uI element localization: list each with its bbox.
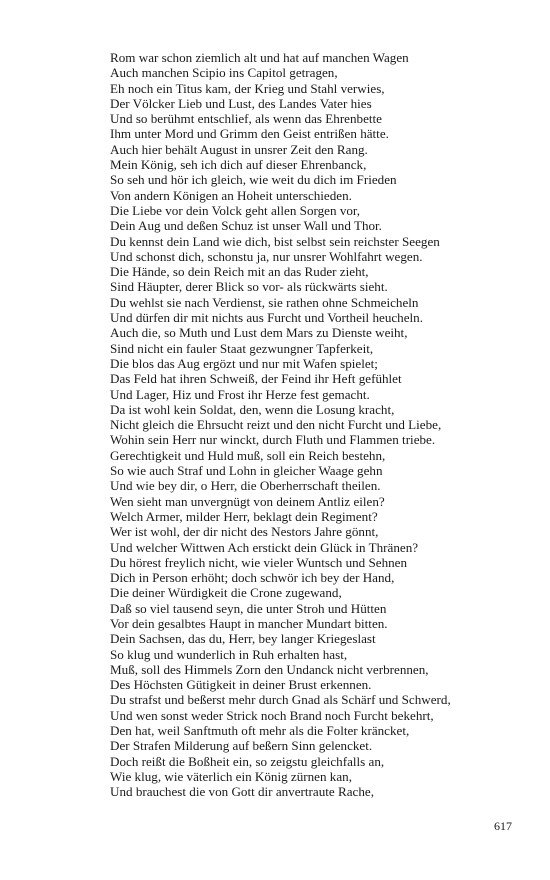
poem-line: Und dürfen dir mit nichts aus Furcht und Vortheil heucheln.: [110, 310, 423, 326]
poem-line: Du kennst dein Land wie dich, bist selbst sein reichster Seegen: [110, 233, 440, 249]
poem-line: Wohin sein Herr nur winckt, durch Fluth und Flammen triebe.: [110, 432, 436, 448]
poem-line: Wie klug, wie väterlich ein König zürnen kan,: [110, 768, 352, 784]
poem-line: Und Lager, Hiz und Frost ihr Herze fest gemacht.: [110, 386, 370, 402]
poem-line: Und brauchest die von Gott dir anvertraute Rache,: [110, 784, 374, 800]
poem-line: Und wen sonst weder Strick noch Brand noch Furcht bekehrt,: [110, 707, 434, 723]
poem-line: Doch reißt die Boßheit ein, so zeigstu gleichfalls an,: [110, 753, 385, 769]
poem-line: Von andern Königen an Hoheit unterschieden.: [110, 187, 352, 203]
poem-line: Und schonst dich, schonstu ja, nur unsrer Wohlfahrt wegen.: [110, 248, 423, 264]
poem-line: Dich in Person erhöht; doch schwör ich bey der Hand,: [110, 570, 395, 586]
poem-line: Auch manchen Scipio ins Capitol getragen,: [110, 65, 338, 81]
poem-line: Wen sieht man unvergnügt von deinem Antliz eilen?: [110, 493, 385, 509]
page-number: 617: [494, 819, 512, 833]
poem-line: So klug und wunderlich in Ruh erhalten hast,: [110, 646, 348, 662]
poem-line: Da ist wohl kein Soldat, den, wenn die Losung kracht,: [110, 401, 395, 417]
poem-text: [110, 50, 451, 800]
poem-line: Du strafst und beßerst mehr durch Gnad als Schärf und Schwerd,: [110, 692, 451, 708]
poem-line: Wer ist wohl, der dir nicht des Nestors Jahre gönnt,: [110, 524, 379, 540]
poem-line: Und welcher Wittwen Ach erstickt dein Glück in Thränen?: [110, 539, 419, 555]
poem-line: Und wie bey dir, o Herr, die Oberherrschaft theilen.: [110, 478, 381, 494]
poem-line: Die blos das Aug ergözt und nur mit Wafen spielet;: [110, 355, 378, 371]
poem-line: Die Liebe vor dein Volck geht allen Sorgen vor,: [110, 202, 361, 218]
poem-line: Sind Häupter, derer Blick so vor- als rückwärts sieht.: [110, 279, 388, 295]
poem-line: Du hörest freylich nicht, wie vieler Wuntsch und Sehnen: [110, 554, 408, 570]
poem-line: Nicht gleich die Ehrsucht reizt und den nicht Furcht und Liebe,: [110, 417, 442, 433]
poem-line: Eh noch ein Titus kam, der Krieg und Stahl verwies,: [110, 80, 385, 96]
poem-line: Das Feld hat ihren Schweiß, der Feind ihr Heft gefühlet: [110, 371, 402, 387]
poem-line: So wie auch Straf und Lohn in gleicher Waage gehn: [110, 463, 383, 479]
poem-line: Daß so viel tausend seyn, die unter Stroh und Hütten: [110, 600, 387, 616]
poem-line: Auch die, so Muth und Lust dem Mars zu Dienste weiht,: [110, 325, 408, 341]
poem-line: Der Strafen Milderung auf beßern Sinn gelencket.: [110, 738, 373, 754]
poem-line: Rom war schon ziemlich alt und hat auf manchen Wagen: [110, 50, 409, 65]
poem-line: Ihm unter Mord und Grimm den Geist entrißen hätte.: [110, 126, 389, 142]
poem-line: Welch Armer, milder Herr, beklagt dein Regiment?: [110, 508, 378, 524]
poem-line: Und so berühmt entschlief, als wenn das Ehrenbette: [110, 111, 382, 127]
poem-line: Des Höchsten Gütigkeit in deiner Brust erkennen.: [110, 677, 372, 693]
poem-line: Die Hände, so dein Reich mit an das Ruder zieht,: [110, 264, 369, 280]
poem-line: Dein Aug und deßen Schuz ist unser Wall und Thor.: [110, 218, 382, 234]
poem-line: Gerechtigkeit und Huld muß, soll ein Reich bestehn,: [110, 447, 386, 463]
poem-line: Den hat, weil Sanftmuth oft mehr als die Folter kräncket,: [110, 723, 410, 739]
poem-line: Muß, soll des Himmels Zorn den Undanck nicht verbrennen,: [110, 661, 429, 677]
poem-line: Die deiner Würdigkeit die Crone zugewand,: [110, 585, 342, 601]
poem-line: Der Völcker Lieb und Lust, des Landes Vater hies: [110, 95, 372, 111]
poem-line: Vor dein gesalbtes Haupt in mancher Mundart bitten.: [110, 615, 388, 631]
poem-line: Du wehlst sie nach Verdienst, sie rathen ohne Schmeicheln: [110, 294, 419, 310]
poem-line: Mein König, seh ich dich auf dieser Ehrenbanck,: [110, 157, 367, 173]
poem-line: Dein Sachsen, das du, Herr, bey langer Kriegeslast: [110, 631, 376, 647]
poem-line: Sind nicht ein fauler Staat gezwungner Tapferkeit,: [110, 340, 374, 356]
poem-line: Auch hier behält August in unsrer Zeit den Rang.: [110, 141, 368, 157]
poem-line: So seh und hör ich gleich, wie weit du dich im Frieden: [110, 172, 397, 188]
